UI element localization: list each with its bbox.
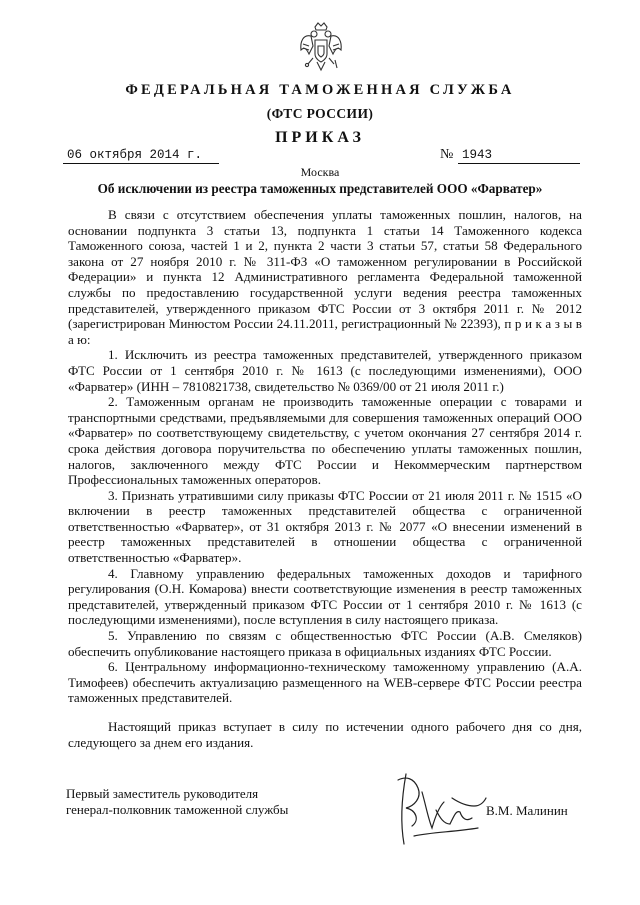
preamble: В связи с отсутствием обеспечения уплаты таможенных пошлин, налогов, на основании подпункта 3 статьи 13, подпункта 1 статьи 14 Таможенного кодекса Таможенного союза, частей 1 и 2, пункта 2 части 3 статьи 57, статьи 58 Федерального закона от 27 ноября 2010 г. № 311-ФЗ «О таможенном регулировании в Российской Федерации» и пункта 12 Административного регламента Федеральной таможенной службы по предоставлению государственной услуги ведения реестра таможенных представителей, утвержденного приказом ФТС России от 3 октября 2011 г. № 2012 (зарегистрирован Минюстом России 24.11.2011, регистрационный № 22393), п р и к а з ы в а ю:	[68, 207, 582, 347]
order-item-4: 4. Главному управлению федеральных таможенных доходов и тарифного регулирования (О.Н. Комарова) внести соответствующие изменения в реестр таможенных представителей, утвержденный приказом ФТС России от 1 сентября 2010 г. № 1613 (с последующими изменениями), после вступления в силу настоящего приказа.	[68, 565, 582, 628]
agency-name: ФЕДЕРАЛЬНАЯ ТАМОЖЕННАЯ СЛУЖБА	[125, 82, 515, 98]
order-item-6: 6. Центральному информационно-техническому таможенному управлению (А.А. Тимофеев) обеспечить актуализацию размещенного на WEB-сервере ФТС России реестра таможенных представителей.	[68, 659, 582, 706]
order-number: 1943	[458, 147, 580, 164]
handwritten-signature	[392, 766, 492, 850]
order-item-5: 5. Управлению по связям с общественностью ФТС России (А.В. Смеляков) обеспечить опубликование настоящего приказа в официальных изданиях ФТС России.	[68, 628, 582, 659]
order-item-2: 2. Таможенным органам не производить таможенные операции с товарами и транспортными средствами, предъявляемыми для совершения таможенных операций ООО «Фарватер» по соответствующему свидетельству, с учетом окончания 27 сентября 2014 г. срока действия договора поручительства по обеспечению уплаты таможенных пошлин, налогов, заключенного между ФТС России и Некоммерческим партнерством Профессиональных таможенных операторов.	[68, 394, 582, 488]
order-item-1: 1. Исключить из реестра таможенных представителей, утвержденного приказом ФТС России от 1 сентября 2010 г. № 1613 (с последующими изменениями), ООО «Фарватер» (ИНН – 7810821738, свидетельство № 0369/00 от 21 июля 2011 г.)	[68, 347, 582, 394]
agency-short-name: (ФТС РОССИИ)	[266, 106, 374, 121]
order-number-label: №	[440, 147, 454, 162]
signer-name: В.М. Малинин	[486, 803, 568, 818]
order-item-3: 3. Признать утратившими силу приказы ФТС России от 21 июля 2011 г. № 1515 «О включении в реестр таможенных представителей общества с ограниченной ответственностью «Фарватер», от 31 октября 2013 г. № 2077 «О внесении изменений в реестр таможенных представителей в отношении общества с ограниченной ответственностью «Фарватер».	[68, 487, 582, 566]
coat-of-arms-icon	[297, 20, 345, 76]
closing-paragraph: Настоящий приказ вступает в силу по истечении одного рабочего дня со дня, следующего за днем его издания.	[68, 719, 582, 750]
order-subject: Об исключении из реестра таможенных представителей ООО «Фарватер»	[97, 181, 543, 196]
order-date: 06 октября 2014 г.	[63, 147, 219, 164]
signatory-position-line-1: Первый заместитель руководителя	[66, 786, 259, 801]
signatory-position-line-2: генерал-полковник таможенной службы	[66, 802, 289, 817]
signatory-position	[66, 786, 288, 818]
order-body	[68, 207, 582, 750]
city: Москва	[300, 165, 340, 179]
document-type: ПРИКАЗ	[275, 129, 365, 146]
